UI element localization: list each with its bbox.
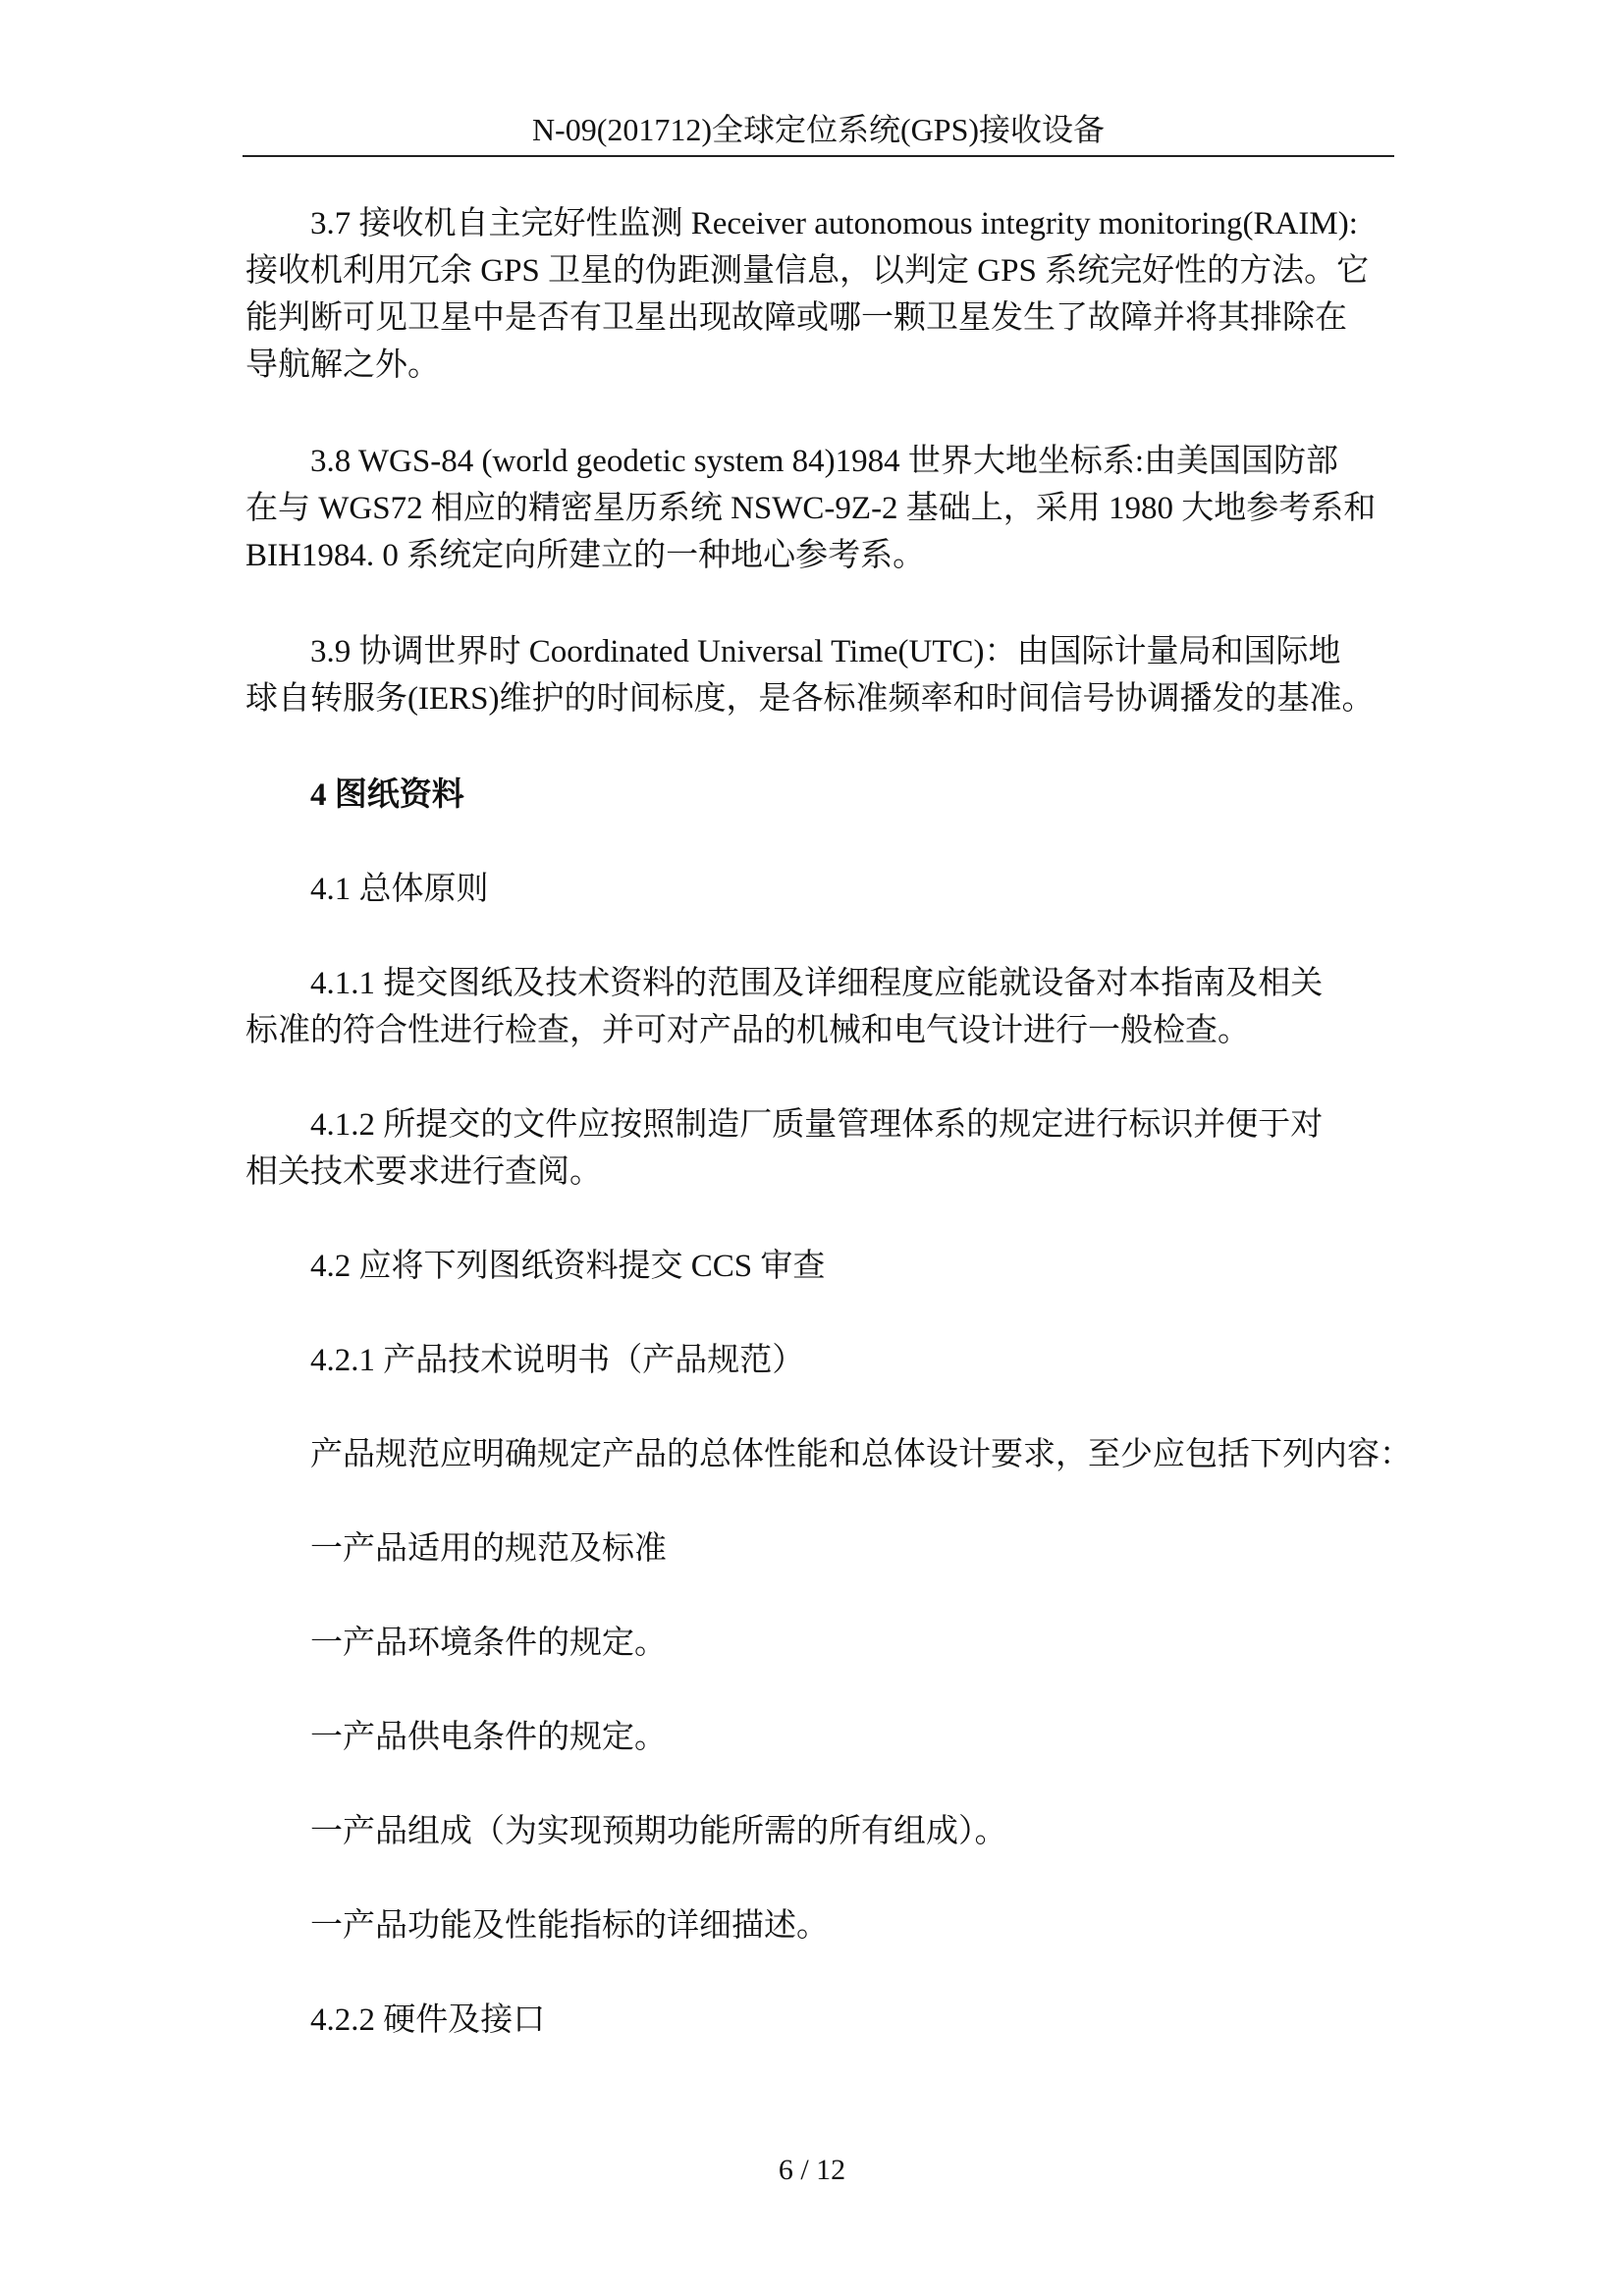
- para-3-7-line-1: 3.7 接收机自主完好性监测 Receiver autonomous integrity monitoring(RAIM):: [310, 206, 1358, 241]
- para-3-8-line-3: BIH1984. 0 系统定向所建立的一种地心参考系。: [245, 538, 926, 573]
- para-4-1-2-line-2: 相关技术要求进行查阅。: [245, 1154, 602, 1190]
- para-3-8-line-2: 在与 WGS72 相应的精密星历系统 NSWC-9Z-2 基础上，采用 1980 大地参考系和: [245, 491, 1377, 526]
- subheading-4-1: 4.1 总体原则: [310, 872, 489, 907]
- list-item: 一产品适用的规范及标准: [310, 1531, 667, 1567]
- running-header: N-09(201712)全球定位系统(GPS)接收设备: [243, 108, 1394, 157]
- para-3-9-line-1: 3.9 协调世界时 Coordinated Universal Time(UTC)：由国际计量局和国际地: [310, 634, 1341, 669]
- para-3-7-line-4: 导航解之外。: [245, 347, 440, 383]
- list-item: 一产品供电条件的规定。: [310, 1720, 667, 1755]
- spec-intro: 产品规范应明确规定产品的总体性能和总体设计要求，至少应包括下列内容：: [310, 1437, 1412, 1472]
- subheading-4-2: 4.2 应将下列图纸资料提交 CCS 审查: [310, 1249, 826, 1284]
- list-item: 一产品环境条件的规定。: [310, 1626, 667, 1661]
- section-heading-4: 4 图纸资料: [310, 777, 464, 813]
- subheading-4-2-2: 4.2.2 硬件及接口: [310, 2002, 546, 2038]
- page-number: 6 / 12: [778, 2154, 846, 2186]
- para-3-9-line-2: 球自转服务(IERS)维护的时间标度，是各标准频率和时间信号协调播发的基准。: [245, 681, 1375, 717]
- para-3-8-line-1: 3.8 WGS-84 (world geodetic system 84)1984 世界大地坐标系:由美国国防部: [310, 444, 1339, 479]
- list-item: 一产品组成（为实现预期功能所需的所有组成）。: [310, 1814, 1007, 1849]
- list-item: 一产品功能及性能指标的详细描述。: [310, 1908, 829, 1944]
- para-3-7-line-2: 接收机利用冗余 GPS 卫星的伪距测量信息，以判定 GPS 系统完好性的方法。它: [245, 253, 1370, 289]
- subheading-4-2-1: 4.2.1 产品技术说明书（产品规范）: [310, 1343, 805, 1378]
- para-4-1-1-line-2: 标准的符合性进行检查，并可对产品的机械和电气设计进行一般检查。: [245, 1013, 1250, 1048]
- para-4-1-1-line-1: 4.1.1 提交图纸及技术资料的范围及详细程度应能就设备对本指南及相关: [310, 966, 1324, 1001]
- para-4-1-2-line-1: 4.1.2 所提交的文件应按照制造厂质量管理体系的规定进行标识并便于对: [310, 1107, 1324, 1143]
- para-3-7-line-3: 能判断可见卫星中是否有卫星出现故障或哪一颗卫星发生了故障并将其排除在: [245, 300, 1347, 336]
